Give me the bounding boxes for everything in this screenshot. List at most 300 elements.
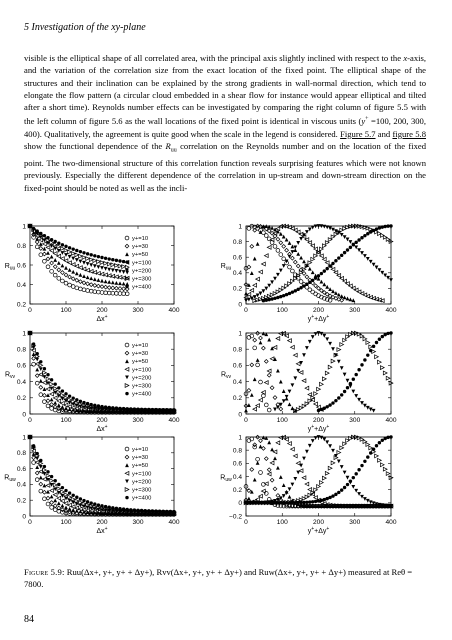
left-panel-2-point: [50, 392, 54, 396]
right-panel-1-point: [389, 278, 393, 282]
right-panel-2-point: [259, 380, 263, 384]
left-panel-2-point: [35, 362, 39, 366]
right-panel-1-point: [383, 273, 387, 277]
left-panel-2-point: [46, 399, 50, 403]
right-panel-1-ytick-label: 0: [238, 301, 242, 309]
right-panel-2-point: [331, 347, 335, 351]
left-panel-2-point: [43, 381, 47, 385]
right-panel-3-point: [302, 501, 305, 504]
left-panel-2-point: [57, 390, 61, 394]
left-panel-2-point: [61, 393, 65, 397]
left-panel-1-point: [89, 269, 93, 273]
left-panel-1-point: [118, 292, 122, 296]
right-panel-3-point: [320, 481, 324, 485]
right-panel-1-point: [305, 283, 308, 286]
right-panel-1-point: [378, 226, 381, 229]
left-panel-3-point: [161, 510, 164, 513]
left-panel-2-legend-label: y+=10: [132, 343, 149, 349]
right-panel-1-point: [331, 289, 335, 293]
left-panel-3-legend-marker: [125, 471, 129, 475]
left-panel-2-point: [46, 377, 50, 381]
left-panel-2-point: [158, 408, 161, 411]
left-panel-3-point: [61, 494, 65, 498]
right-panel-3-ylabel: $R_{uw}$: [220, 474, 232, 483]
right-panel-2-point: [302, 353, 306, 357]
left-panel-2-xtick-label: 100: [60, 417, 72, 424]
left-panel-2-point: [140, 408, 143, 411]
right-panel-1-point: [299, 286, 302, 289]
left-panel-2-point: [151, 408, 154, 411]
right-panel-3-point: [340, 446, 344, 450]
left-panel-1-point: [53, 258, 57, 262]
right-panel-2-point: [363, 337, 367, 341]
left-panel-2-legend-marker: [125, 359, 129, 363]
right-panel-3-point: [381, 439, 384, 442]
right-panel-2-point: [311, 396, 315, 400]
right-panel-3-ytick-label: 0.8: [232, 447, 242, 455]
right-panel-2-point: [276, 337, 280, 341]
left-panel-2-point: [86, 402, 89, 405]
right-panel-2-point: [259, 341, 263, 345]
right-panel-2-point: [322, 377, 326, 381]
left-panel-3-point: [165, 510, 168, 513]
left-panel-3-point: [107, 506, 110, 509]
body-paragraph: [24, 52, 426, 194]
right-panel-3-point: [291, 447, 295, 451]
text-run: x: [403, 53, 408, 63]
left-panel-1-point: [100, 261, 104, 265]
left-panel-1-legend-marker: [125, 244, 129, 248]
left-panel-3-ytick-label: 0.2: [16, 497, 26, 505]
right-panel-1-point: [383, 225, 386, 228]
right-panel-1-point: [296, 241, 300, 245]
right-panel-3-ylabel-sub: uw: [225, 477, 232, 483]
right-panel-3-xlabel-sup: +: [311, 526, 315, 532]
right-panel-2-point: [349, 382, 352, 385]
left-panel-2-point: [75, 398, 78, 401]
left-panel-2-point: [53, 396, 57, 400]
left-panel-1-point: [89, 253, 92, 256]
left-panel-1-point: [100, 285, 104, 289]
right-panel-3-point: [311, 500, 314, 503]
left-panel-1-legend-label: y+=50: [132, 252, 149, 259]
left-panel-2-point: [104, 405, 107, 408]
left-panel-1-point: [104, 267, 108, 271]
right-panel-3-point: [247, 489, 251, 493]
right-panel-1-point: [366, 232, 369, 235]
right-panel-1-point: [273, 244, 277, 248]
left-panel-1-point: [118, 275, 122, 279]
figure-link[interactable]: Figure 5.7: [340, 128, 376, 139]
right-panel-3-ytick-label: 0: [238, 500, 242, 508]
left-panel-1-point: [100, 266, 104, 270]
text-run: visible is the elliptical shape of all correlated area, with the principal axis slightly inclined with respect to the: [24, 53, 404, 63]
left-panel-1-point: [115, 264, 119, 268]
right-panel-1-point: [288, 241, 292, 245]
left-panel-3-point: [133, 508, 136, 511]
right-panel-2-point: [264, 403, 268, 407]
left-panel-3-legend-label: y+=100: [132, 471, 152, 478]
left-panel-2-point: [68, 394, 71, 397]
left-panel-1-point: [64, 266, 68, 270]
left-panel-2-point: [50, 387, 54, 391]
right-panel-3-point: [325, 440, 329, 444]
left-panel-2-point: [79, 400, 82, 403]
right-panel-2-point: [305, 386, 309, 390]
left-panel-1-point: [39, 253, 43, 257]
right-panel-2-point: [343, 390, 346, 393]
right-panel-1-point: [369, 230, 372, 233]
left-panel-1-point: [50, 249, 54, 253]
left-panel-1-legend-label: y+=10: [132, 236, 149, 242]
right-panel-2-point: [340, 393, 343, 396]
right-panel-1-point: [247, 298, 251, 302]
left-panel-3-legend-label: y+=10: [132, 447, 149, 453]
left-panel-1-point: [111, 281, 115, 285]
right-panel-3-xlabel-suffix: +Δy: [314, 528, 327, 535]
left-panel-2-xlabel-sup: +: [104, 424, 108, 430]
left-panel-1-point: [122, 282, 126, 286]
right-panel-2-point: [267, 369, 271, 373]
right-panel-1-point: [328, 264, 331, 267]
left-panel-3-xtick-label: 400: [168, 519, 180, 526]
left-panel-1-point: [86, 268, 90, 272]
right-panel-1-point: [386, 276, 390, 280]
left-panel-1-point: [57, 245, 61, 249]
right-panel-1-point: [250, 244, 254, 248]
right-panel-2-ytick-label: 0.4: [232, 378, 242, 386]
left-panel-1-point: [104, 285, 108, 289]
left-panel-3-xtick-label: 300: [132, 519, 144, 526]
right-panel-2-point: [389, 331, 392, 334]
left-panel-1-point: [104, 261, 108, 265]
right-panel-1-point: [273, 277, 277, 281]
left-panel-1-xlabel-sup: +: [104, 314, 108, 320]
right-panel-3-point: [267, 440, 271, 444]
left-panel-3-legend-marker: [125, 455, 129, 459]
right-panel-2-point: [288, 339, 292, 343]
left-panel-1-point: [75, 249, 78, 252]
right-panel-3-point: [383, 467, 387, 471]
right-panel-1-point: [299, 237, 303, 241]
right-panel-3-point: [375, 454, 379, 458]
right-panel-1-point: [302, 260, 306, 264]
right-panel-1-point: [320, 272, 323, 275]
text-run: show the functional dependence of the: [24, 140, 166, 151]
left-panel-3-point: [79, 507, 83, 511]
left-panel-1-point: [28, 224, 31, 227]
right-panel-2-point: [337, 396, 340, 399]
left-panel-1-point: [61, 243, 64, 246]
left-panel-2-point: [129, 407, 132, 410]
right-panel-3-xtick-label: 0: [244, 519, 248, 526]
right-panel-3-point: [331, 461, 335, 465]
right-panel-1-xtick-label: 200: [312, 307, 325, 314]
figure-link[interactable]: figure 5.8: [392, 128, 426, 139]
right-panel-3-point: [247, 497, 251, 501]
right-panel-2-point: [244, 409, 248, 413]
right-panel-2-point: [291, 383, 295, 387]
left-panel-3-xlabel: Δx+: [96, 526, 108, 535]
left-panel-3-point: [71, 501, 75, 505]
left-panel-2-point: [111, 406, 114, 409]
left-panel-1-point: [93, 277, 97, 281]
right-panel-1-point: [354, 241, 357, 244]
left-panel-1-point: [115, 281, 119, 285]
right-panel-1-point: [299, 280, 303, 284]
right-panel-2-point: [282, 399, 286, 403]
right-panel-1-point: [357, 238, 360, 241]
right-panel-3-point: [375, 444, 378, 447]
right-panel-1-xlabel-suffix: +Δy: [314, 316, 327, 323]
right-panel-2-point: [302, 379, 306, 383]
left-panel-1-point: [125, 292, 129, 296]
left-panel-1-point: [68, 255, 72, 259]
right-panel-1-point: [302, 284, 305, 287]
right-panel-1-point: [288, 265, 292, 269]
right-panel-2-point: [343, 373, 347, 377]
left-panel-2-point: [32, 362, 36, 366]
right-panel-1-point: [317, 286, 321, 290]
left-panel-1-point: [118, 270, 122, 274]
left-panel-1-point: [61, 257, 65, 261]
right-panel-1-point: [349, 246, 352, 249]
right-panel-1-point: [265, 298, 268, 301]
right-panel-2-point: [325, 405, 328, 408]
right-panel-1-point: [264, 234, 268, 238]
caption-label: Figure 5.9:: [24, 567, 65, 577]
left-panel-1-point: [107, 291, 111, 295]
left-panel-3-point: [68, 495, 72, 499]
left-panel-3-legend-marker: [125, 463, 129, 467]
left-panel-1-point: [86, 252, 89, 255]
left-panel-1-point: [122, 260, 125, 263]
right-panel-2-point: [262, 394, 266, 398]
left-panel-3-point: [35, 478, 39, 482]
left-panel-1-point: [115, 291, 119, 295]
left-panel-1-point: [100, 291, 104, 295]
left-panel-2-point: [43, 400, 47, 404]
right-panel-2-point: [273, 396, 277, 400]
left-panel-1-point: [50, 244, 54, 248]
left-panel-2-ylabel-sub: vv: [10, 374, 16, 380]
right-panel-1-point: [311, 279, 314, 282]
left-panel-2-point: [93, 404, 96, 407]
right-panel-3-point: [291, 483, 295, 487]
left-panel-2-point: [43, 371, 47, 375]
right-panel-3-point: [259, 471, 263, 475]
left-panel-3-point: [140, 509, 143, 512]
right-panel-3-point: [288, 495, 292, 499]
left-panel-3-legend-marker: [125, 488, 129, 492]
right-panel-2-point: [262, 346, 266, 350]
right-panel-3-point: [328, 466, 332, 470]
right-panel-3-point: [288, 487, 292, 491]
left-panel-3-point: [46, 470, 49, 473]
left-panel-3-point: [169, 510, 172, 513]
left-panel-3-point: [75, 506, 79, 510]
right-panel-3-point: [351, 485, 355, 489]
right-panel-3-point: [273, 487, 277, 491]
right-panel-3-point: [317, 485, 321, 489]
left-panel-1-point: [89, 263, 93, 267]
running-header: 5 Investigation of the xy-plane: [24, 22, 146, 33]
left-panel-1-point: [61, 264, 65, 268]
right-panel-3-ytick-label: 1: [238, 434, 242, 442]
right-panel-1-point: [276, 227, 280, 231]
left-panel-2-xtick-label: 300: [132, 417, 144, 424]
right-panel-1-point: [314, 276, 317, 279]
left-panel-1-legend-marker: [125, 236, 129, 240]
right-panel-1-point: [279, 253, 283, 257]
left-panel-1-point: [79, 273, 83, 277]
left-panel-2-point: [32, 356, 36, 360]
left-panel-3-point: [122, 507, 125, 510]
left-panel-1-point: [64, 253, 68, 257]
left-panel-1-point: [104, 257, 107, 260]
right-panel-2-xtick-label: 200: [312, 417, 325, 424]
left-panel-1-point: [57, 242, 60, 245]
left-panel-2-point: [118, 407, 121, 410]
left-panel-1-point: [43, 242, 47, 246]
left-panel-1-point: [93, 264, 97, 268]
left-panel-2-point: [82, 401, 85, 404]
right-panel-3-point: [262, 489, 266, 493]
right-panel-2-point: [296, 362, 300, 366]
left-panel-3-point: [71, 497, 75, 501]
right-panel-1-xtick-label: 300: [349, 307, 361, 314]
right-panel-3-ytick-label: −0.2: [228, 513, 242, 521]
left-panel-1-point: [111, 286, 115, 290]
left-panel-3-point: [43, 490, 47, 494]
right-panel-3-point: [256, 461, 260, 465]
right-panel-1-point: [343, 251, 346, 254]
left-panel-1-point: [46, 251, 50, 255]
right-panel-3-point: [354, 489, 358, 493]
left-panel-2-point: [172, 408, 175, 411]
right-panel-3-point: [305, 482, 309, 486]
left-panel-1-point: [86, 275, 90, 279]
right-panel-1-point: [360, 236, 363, 239]
right-panel-3-xtick-label: 100: [276, 519, 288, 526]
right-panel-2-point: [273, 408, 277, 412]
right-panel-2-xtick-label: 400: [385, 417, 397, 424]
left-panel-1-point: [53, 273, 57, 277]
left-panel-3-ytick-label: 0.6: [16, 465, 26, 473]
right-panel-1-point: [296, 288, 299, 291]
left-panel-1-point: [46, 265, 50, 269]
right-panel-1-point: [244, 299, 248, 303]
left-panel-3-point: [104, 505, 107, 508]
left-panel-1-point: [71, 247, 74, 250]
left-panel-2-xtick-label: 200: [96, 417, 108, 424]
right-panel-3-point: [259, 439, 263, 443]
left-panel-1-point: [43, 252, 47, 256]
right-panel-1-point: [270, 226, 274, 230]
right-panel-2-point: [270, 386, 274, 390]
right-panel-2-point: [325, 371, 329, 375]
right-panel-3-point: [346, 483, 349, 486]
right-panel-2-ytick-label: 0: [238, 411, 242, 419]
left-panel-1-point: [89, 258, 93, 262]
left-panel-3-point: [50, 479, 54, 483]
left-panel-3-legend-label: y+=400: [132, 495, 152, 502]
left-panel-1-point: [111, 291, 115, 295]
left-panel-3-point: [118, 507, 121, 510]
left-panel-1-point: [79, 250, 82, 253]
right-panel-3-point: [276, 441, 280, 445]
left-panel-2-point: [43, 393, 47, 397]
left-panel-1-point: [71, 270, 75, 274]
left-panel-3-point: [71, 494, 74, 497]
right-panel-1-ytick-label: 0.4: [232, 270, 242, 278]
left-panel-2-point: [64, 392, 67, 395]
right-panel-2-point: [363, 404, 367, 408]
right-panel-1-point: [253, 257, 257, 261]
left-panel-3-point: [35, 465, 39, 469]
left-panel-1-point: [71, 285, 75, 289]
left-panel-1-point: [50, 261, 54, 265]
right-panel-1-point: [293, 260, 297, 264]
right-panel-3-point: [262, 436, 266, 440]
right-panel-1-point: [296, 264, 300, 268]
left-panel-3-point: [61, 499, 65, 503]
left-panel-3-point: [50, 489, 54, 493]
right-panel-2-point: [253, 377, 257, 381]
left-panel-2-frame: [30, 333, 174, 414]
left-panel-2-xlabel: Δx+: [96, 424, 108, 433]
left-panel-3-point: [39, 465, 43, 469]
left-panel-1-legend-label: y+=400: [132, 284, 152, 291]
right-panel-1-xtick-label: 0: [244, 307, 248, 314]
left-panel-1-point: [64, 245, 67, 248]
left-panel-1-point: [115, 286, 119, 290]
right-panel-2-point: [264, 381, 268, 385]
left-panel-2-legend-label: y+=200: [132, 375, 152, 382]
left-panel-2-ytick-label: 0: [22, 411, 26, 419]
left-panel-3-point: [53, 508, 57, 512]
left-panel-2-legend-label: y+=300: [132, 383, 152, 390]
right-panel-3-point: [314, 496, 318, 500]
right-panel-1-point: [340, 233, 344, 237]
text-run: =100, 200, 300, 400). Qualitatively, the agreement is quite good when the scale in the legend is considered.: [24, 116, 426, 139]
right-panel-1-point: [322, 225, 326, 229]
right-panel-2-point: [375, 355, 379, 359]
left-panel-3-point: [93, 502, 96, 505]
left-panel-1-point: [104, 273, 108, 277]
right-panel-3-point: [331, 494, 334, 497]
right-panel-3-xtick-label: 200: [312, 519, 325, 526]
right-panel-2-point: [366, 353, 369, 356]
left-panel-3-point: [32, 461, 36, 465]
right-panel-3-point: [337, 460, 341, 464]
right-panel-1-point: [308, 228, 312, 232]
right-panel-1-point: [346, 238, 350, 242]
left-panel-2-point: [50, 382, 54, 386]
right-panel-3-point: [337, 451, 341, 455]
left-panel-1-ytick-label: 0.2: [16, 301, 26, 309]
left-panel-2-point: [39, 393, 43, 397]
left-panel-2-point: [143, 408, 146, 411]
right-panel-2-ylabel: $R_{vv}$: [220, 371, 232, 380]
right-panel-3-point: [360, 464, 363, 467]
right-panel-3-point: [325, 471, 329, 475]
left-panel-1-legend-label: y+=100: [132, 260, 152, 267]
right-panel-1-point: [262, 299, 265, 302]
left-panel-1-point: [64, 248, 68, 252]
left-panel-1-point: [57, 254, 61, 258]
right-panel-2-point: [337, 360, 341, 364]
